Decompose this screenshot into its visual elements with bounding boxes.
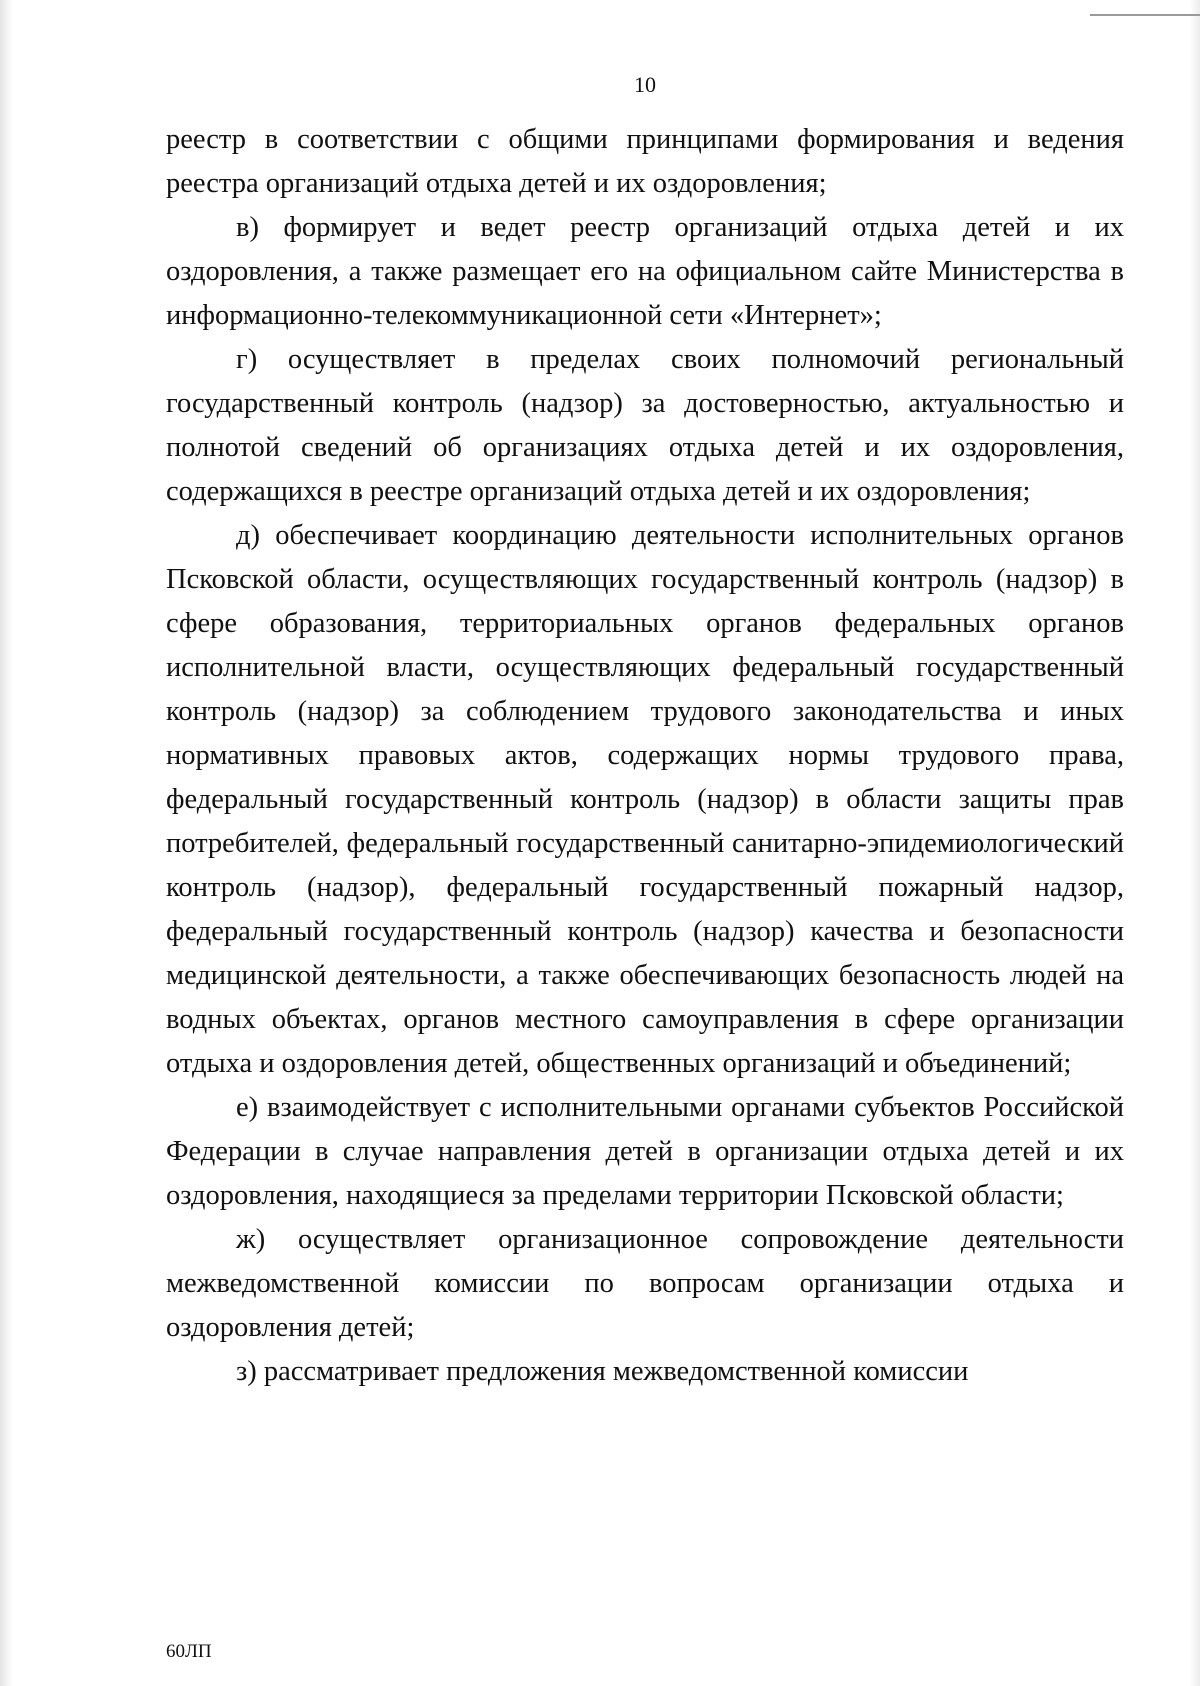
paragraph-item-g: г) осуществляет в пределах своих полномочий региональный государственный контроль (надзор) за достоверностью, актуальностью и полнотой сведений об организациях отдыха детей и их оздоровления, содержащихся в реестре организаций отдыха детей и их оздоровления; bbox=[166, 344, 1124, 507]
page-number: 10 bbox=[634, 72, 656, 97]
scan-edge-right bbox=[1190, 0, 1200, 1686]
paragraph-continuation: реестр в соответствии с общими принципами формирования и ведения реестра организаций отдыха детей и их оздоровления; bbox=[166, 124, 1124, 199]
document-code: 60ЛП bbox=[166, 1641, 212, 1662]
paragraph-item-zh: ж) осуществляет организационное сопровождение деятельности межведомственной комиссии по вопросам организации отдыха и оздоровления детей; bbox=[166, 1224, 1124, 1343]
paragraph-item-z: з) рассматривает предложения межведомственной комиссии bbox=[236, 1356, 969, 1387]
document-body bbox=[166, 118, 1124, 1394]
paragraph-item-d: д) обеспечивает координацию деятельности исполнительных органов Псковской области, осуществляющих государственный контроль (надзор) в сфере образования, территориальных органов федеральных органов исполнительной власти, осуществляющих федеральный государственный контроль (надзор) за соблюдением трудового законодательства и иных нормативных правовых актов, содержащих нормы трудового права, федеральный государственный контроль (надзор) в области защиты прав потребителей, федеральный государственный санитарно-эпидемиологический контроль (надзор), федеральный государственный пожарный надзор, федеральный государственный контроль (надзор) качества и безопасности медицинской деятельности, а также обеспечивающих безопасность людей на водных объектах, органов местного самоуправления в сфере организации отдыха и оздоровления детей, общественных организаций и объединений; bbox=[166, 520, 1124, 1079]
paragraph-item-v: в) формирует и ведет реестр организаций отдыха детей и их оздоровления, а также размещает его на официальном сайте Министерства в информационно-телекоммуникационной сети «Интернет»; bbox=[166, 212, 1124, 331]
scan-corner-mark bbox=[1090, 0, 1200, 16]
paragraph-item-e: е) взаимодействует с исполнительными органами субъектов Российской Федерации в случае направления детей в организации отдыха детей и их оздоровления, находящиеся за пределами территории Псковской области; bbox=[166, 1092, 1124, 1211]
scan-edge-left bbox=[0, 0, 14, 1686]
